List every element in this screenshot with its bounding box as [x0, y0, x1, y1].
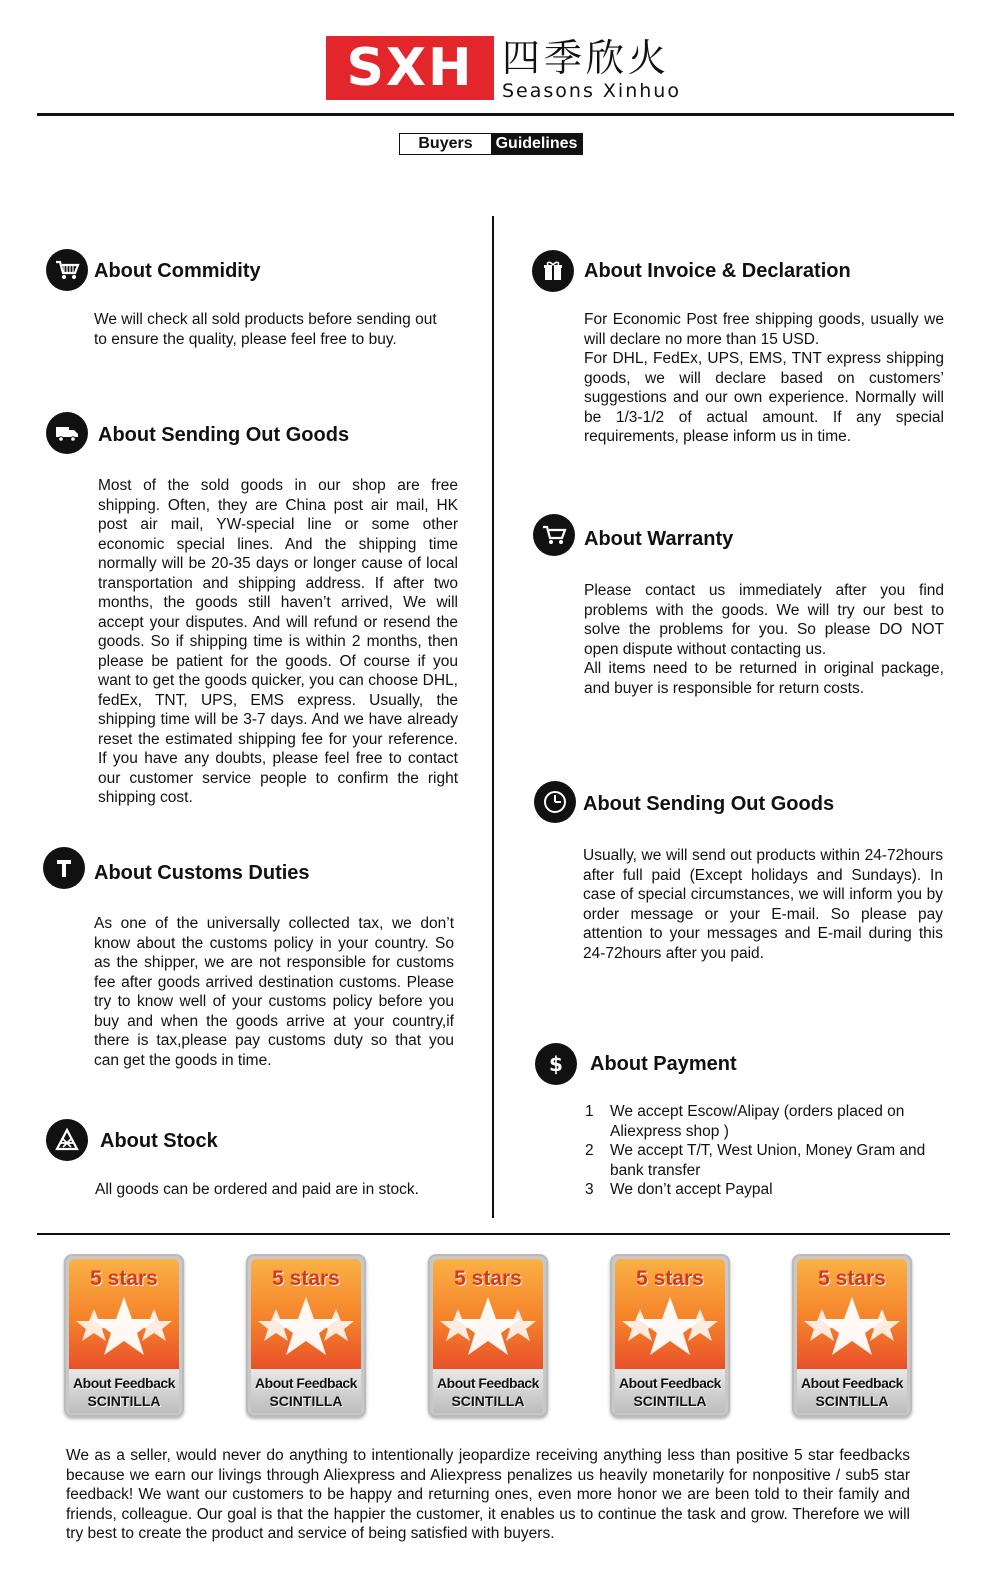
feedback-badge: [792, 1254, 912, 1417]
commodity-line-1: We will check all sold products before sending out: [94, 311, 437, 328]
feedback-badge: [64, 1254, 184, 1417]
section-text-invoice: [584, 310, 944, 447]
invoice-paragraph-2: For DHL, FedEx, UPS, EMS, TNT express shipping goods, we will declare based on customers’ suggestions and our own experience. Normally will be 1/3-1/2 of actual amount. If any special requirements, please inform us in time.: [584, 350, 944, 445]
badge-bottom: [615, 1369, 725, 1413]
badge-title: About Feedback: [619, 1375, 721, 1391]
badge-subtitle: SCINTILLA: [815, 1393, 889, 1409]
payment-item-number: 2: [585, 1142, 594, 1159]
badge-top: [251, 1259, 361, 1369]
badge-top: [433, 1259, 543, 1369]
guidelines-tab: [399, 133, 583, 155]
brand-name-en: Seasons Xinhuo: [502, 80, 681, 102]
commodity-line-2: to ensure the quality, please feel free to buy.: [94, 330, 397, 348]
warranty-paragraph-2: All items need to be returned in original package, and buyer is responsible for return costs.: [584, 660, 944, 697]
badge-bottom: [797, 1369, 907, 1413]
badge-stars-label: 5 stars: [636, 1267, 704, 1290]
badge-stars-label: 5 stars: [272, 1267, 340, 1290]
badge-top: [797, 1259, 907, 1369]
clock-icon: [534, 781, 576, 823]
feedback-badges: [60, 1254, 930, 1420]
shopping-cart-icon: [46, 249, 88, 291]
section-text-sending-left: Most of the sold goods in our shop are free shipping. Often, they are China post air mail, HK post air mail, YW-special line or some other economic special lines. And the shipping time normally will be 20-35 days or longer cause of local transportation and shipping address. If after two months, the goods still haven’t arrived, We will accept your disputes. And will refund or resend the goods. So if shipping time is within 2 months, then please be patient for the goods. Of course if you want to get the goods quicker, you can choose DHL, fedEx, TNT, UPS, EMS express. Usually, the shipping time will be 3-7 days. And we have already reset the estimated shipping fee for your reference. If you have any doubts, please feel free to contact our customer service people to confirm the right shipping cost.: [98, 477, 458, 806]
badge-title: About Feedback: [73, 1375, 175, 1391]
feedback-badge: [610, 1254, 730, 1417]
cart-icon: [533, 514, 575, 556]
logo-mark: SXH: [326, 36, 494, 100]
svg-text:$: $: [549, 1052, 563, 1076]
badge-subtitle: SCINTILLA: [87, 1393, 161, 1409]
section-title-customs: About Customs Duties: [94, 862, 310, 884]
section-title-sending-right: About Sending Out Goods: [583, 793, 835, 815]
feedback-badge: [428, 1254, 548, 1417]
badge-stars-label: 5 stars: [454, 1267, 522, 1290]
section-text-warranty: [584, 581, 944, 698]
badge-title: About Feedback: [255, 1375, 357, 1391]
section-text-commodity: [94, 310, 464, 349]
badge-stars-label: 5 stars: [90, 1267, 158, 1290]
badge-top: [615, 1259, 725, 1369]
section-divider: [37, 1233, 950, 1235]
tax-icon: [43, 847, 85, 889]
section-text-sending-right: Usually, we will send out products within 24-72hours after full paid (Except holidays and Sundays). In case of special circumstances, we will inform you by order message or your E-mail. So please pay attention to your messages and E-mail during this 24-72hours after you paid.: [583, 847, 943, 962]
payment-list: [585, 1102, 950, 1200]
tab-buyers: Buyers: [400, 134, 491, 154]
section-title-invoice: About Invoice & Declaration: [584, 260, 851, 282]
header-divider: [37, 113, 954, 116]
badge-title: About Feedback: [437, 1375, 539, 1391]
gift-icon: [532, 250, 574, 292]
warranty-paragraph-1: Please contact us immediately after you find problems with the goods. We will try our best to solve the problems for you. So please DO NOT open dispute without contacting us.: [584, 582, 944, 658]
feedback-statement: We as a seller, would never do anything to intentionally jeopardize receiving anything less than positive 5 star feedbacks because we earn our livings through Aliexpress and Aliexpress penalizes us heavily monetarily for nonpositive / sub5 star feedback! We want our customers to be happy and returning ones, even more honor we are been told to their family and friends, colleague. Our goal is that the happier the customer, it enables us to continue the task and grow. Therefore we will try best to create the product and service of being satisfied with buyers.: [66, 1447, 910, 1542]
badge-bottom: [433, 1369, 543, 1413]
stock-icon: [46, 1119, 88, 1161]
badge-top: [69, 1259, 179, 1369]
badge-bottom: [251, 1369, 361, 1413]
list-item: [585, 1141, 950, 1180]
brand-logo: [326, 36, 681, 100]
section-text-stock: All goods can be ordered and paid are in stock.: [95, 1181, 419, 1198]
payment-item-text: We accept T/T, West Union, Money Gram and bank transfer: [610, 1142, 926, 1179]
section-text-customs: As one of the universally collected tax, we don’t know about the customs policy in your country. So as the shipper, we are not responsible for customs fee after goods arrived destination customs. Please try to know well of your customs policy before you buy and when the goods arrive at your country,if there is tax,please pay customs duty so that you can get the goods in time.: [94, 915, 454, 1069]
badge-subtitle: SCINTILLA: [633, 1393, 707, 1409]
section-title-warranty: About Warranty: [584, 528, 734, 550]
column-divider: [492, 216, 494, 1218]
list-item: [585, 1180, 950, 1200]
section-title-sending-left: About Sending Out Goods: [98, 424, 350, 446]
invoice-paragraph-1: For Economic Post free shipping goods, usually we will declare no more than 15 USD.: [584, 311, 944, 348]
list-item: [585, 1102, 950, 1141]
badge-stars-label: 5 stars: [818, 1267, 886, 1290]
section-title-payment: About Payment: [590, 1053, 737, 1075]
feedback-badge: [246, 1254, 366, 1417]
tab-guidelines: Guidelines: [491, 134, 582, 154]
dollar-icon: [535, 1043, 577, 1085]
brand-name-cn: 四季欣火: [502, 36, 671, 80]
truck-icon: [46, 412, 88, 454]
badge-subtitle: SCINTILLA: [269, 1393, 343, 1409]
section-title-commodity: About Commidity: [94, 260, 261, 282]
badge-bottom: [69, 1369, 179, 1413]
payment-item-text: We don’t accept Paypal: [610, 1181, 773, 1198]
badge-subtitle: SCINTILLA: [451, 1393, 525, 1409]
payment-item-text: We accept Escow/Alipay (orders placed on Aliexpress shop ): [610, 1103, 905, 1140]
payment-item-number: 3: [585, 1181, 594, 1198]
section-title-stock: About Stock: [100, 1130, 218, 1152]
logo-text: [502, 36, 681, 102]
badge-title: About Feedback: [801, 1375, 903, 1391]
payment-item-number: 1: [585, 1103, 594, 1120]
